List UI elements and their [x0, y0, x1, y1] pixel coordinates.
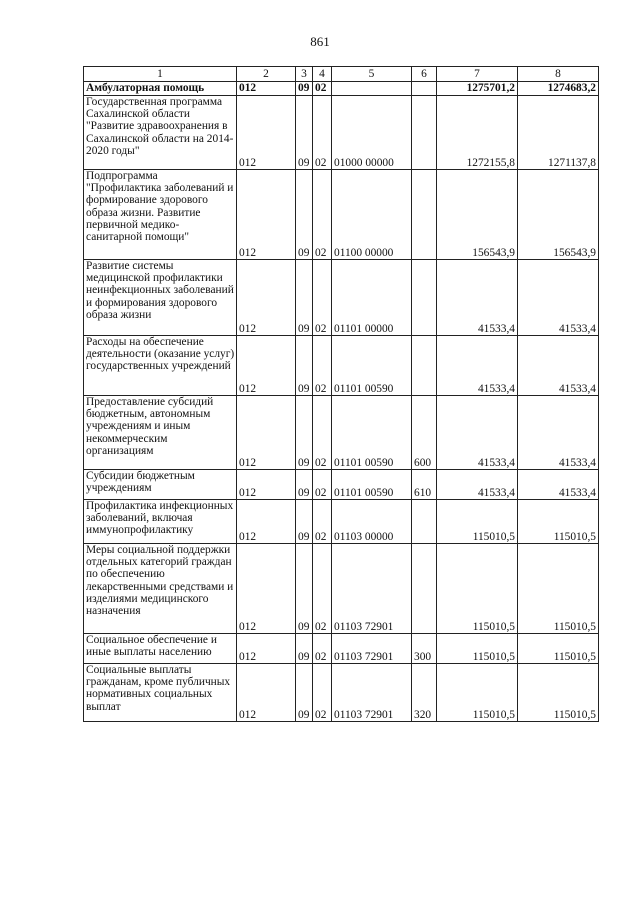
- amount-col8-cell: 41533,4: [518, 396, 599, 470]
- expense-type-cell: 320: [412, 664, 437, 722]
- amount-col8-cell: 41533,4: [518, 336, 599, 396]
- section-code-cell: 09: [296, 664, 313, 722]
- column-header: 7: [437, 67, 518, 82]
- amount-col8-cell: 115010,5: [518, 664, 599, 722]
- amount-col7-cell: 115010,5: [437, 664, 518, 722]
- target-article-cell: 01103 00000: [332, 500, 412, 544]
- expense-type-cell: [412, 544, 437, 634]
- table-row: [84, 336, 599, 396]
- expense-type-cell: [412, 82, 437, 96]
- amount-col8-cell: 41533,4: [518, 260, 599, 336]
- table-row: [84, 664, 599, 722]
- expense-type-cell: 300: [412, 634, 437, 664]
- subsection-code-cell: 02: [313, 634, 332, 664]
- amount-col8-cell: 115010,5: [518, 544, 599, 634]
- subsection-code-cell: 02: [313, 96, 332, 170]
- column-header: 8: [518, 67, 599, 82]
- table-row: [84, 470, 599, 500]
- amount-col7-cell: 1275701,2: [437, 82, 518, 96]
- section-code-cell: 09: [296, 170, 313, 260]
- row-name-cell: Профилактика инфекционных заболеваний, включая иммунопрофилактику: [84, 500, 237, 544]
- target-article-cell: 01101 00590: [332, 470, 412, 500]
- ministry-code-cell: 012: [237, 544, 296, 634]
- table-row: [84, 396, 599, 470]
- section-code-cell: 09: [296, 96, 313, 170]
- target-article-cell: 01103 72901: [332, 544, 412, 634]
- expense-type-cell: [412, 260, 437, 336]
- table-row: [84, 170, 599, 260]
- ministry-code-cell: 012: [237, 396, 296, 470]
- subsection-code-cell: 02: [313, 664, 332, 722]
- ministry-code-cell: 012: [237, 336, 296, 396]
- subsection-code-cell: 02: [313, 544, 332, 634]
- expense-type-cell: 600: [412, 396, 437, 470]
- table-row: [84, 634, 599, 664]
- subsection-code-cell: 02: [313, 260, 332, 336]
- ministry-code-cell: 012: [237, 664, 296, 722]
- row-name-cell: Расходы на обеспечение деятельности (оказание услуг) государственных учреждений: [84, 336, 237, 396]
- row-name-cell: Государственная программа Сахалинской области "Развитие здравоохранения в Сахалинской области на 2014-2020 годы": [84, 96, 237, 170]
- section-code-cell: 09: [296, 82, 313, 96]
- table-row: [84, 260, 599, 336]
- amount-col7-cell: 115010,5: [437, 634, 518, 664]
- ministry-code-cell: 012: [237, 634, 296, 664]
- amount-col7-cell: 1272155,8: [437, 96, 518, 170]
- target-article-cell: 01101 00000: [332, 260, 412, 336]
- column-header: 6: [412, 67, 437, 82]
- table-row: [84, 544, 599, 634]
- target-article-cell: 01101 00590: [332, 396, 412, 470]
- expense-type-cell: [412, 336, 437, 396]
- amount-col7-cell: 41533,4: [437, 396, 518, 470]
- amount-col7-cell: 41533,4: [437, 336, 518, 396]
- expense-type-cell: [412, 500, 437, 544]
- row-name-cell: Социальные выплаты гражданам, кроме публичных нормативных социальных выплат: [84, 664, 237, 722]
- section-code-cell: 09: [296, 336, 313, 396]
- ministry-code-cell: 012: [237, 260, 296, 336]
- amount-col8-cell: 1274683,2: [518, 82, 599, 96]
- target-article-cell: [332, 82, 412, 96]
- section-code-cell: 09: [296, 634, 313, 664]
- subsection-code-cell: 02: [313, 396, 332, 470]
- subsection-code-cell: 02: [313, 500, 332, 544]
- subsection-code-cell: 02: [313, 170, 332, 260]
- subsection-code-cell: 02: [313, 82, 332, 96]
- amount-col8-cell: 1271137,8: [518, 96, 599, 170]
- column-header: 4: [313, 67, 332, 82]
- expense-type-cell: [412, 170, 437, 260]
- amount-col7-cell: 41533,4: [437, 260, 518, 336]
- amount-col7-cell: 41533,4: [437, 470, 518, 500]
- ministry-code-cell: 012: [237, 170, 296, 260]
- amount-col7-cell: 156543,9: [437, 170, 518, 260]
- row-name-cell: Меры социальной поддержки отдельных категорий граждан по обеспечению лекарственными средствами и изделиями медицинского назначения: [84, 544, 237, 634]
- amount-col8-cell: 115010,5: [518, 634, 599, 664]
- amount-col7-cell: 115010,5: [437, 544, 518, 634]
- subsection-code-cell: 02: [313, 470, 332, 500]
- row-name-cell: Развитие системы медицинской профилактики неинфекционных заболеваний и формирования здорового образа жизни: [84, 260, 237, 336]
- row-name-cell: Подпрограмма "Профилактика заболеваний и формирование здорового образа жизни. Развитие первичной медико-санитарной помощи": [84, 170, 237, 260]
- section-code-cell: 09: [296, 260, 313, 336]
- ministry-code-cell: 012: [237, 96, 296, 170]
- section-code-cell: 09: [296, 500, 313, 544]
- row-name-cell: Субсидии бюджетным учреждениям: [84, 470, 237, 500]
- expense-type-cell: 610: [412, 470, 437, 500]
- ministry-code-cell: 012: [237, 470, 296, 500]
- amount-col7-cell: 115010,5: [437, 500, 518, 544]
- ministry-code-cell: 012: [237, 500, 296, 544]
- amount-col8-cell: 115010,5: [518, 500, 599, 544]
- section-code-cell: 09: [296, 544, 313, 634]
- column-header: 2: [237, 67, 296, 82]
- section-code-cell: 09: [296, 470, 313, 500]
- table-row: [84, 500, 599, 544]
- target-article-cell: 01100 00000: [332, 170, 412, 260]
- subsection-code-cell: 02: [313, 336, 332, 396]
- expense-type-cell: [412, 96, 437, 170]
- target-article-cell: 01103 72901: [332, 664, 412, 722]
- target-article-cell: 01103 72901: [332, 634, 412, 664]
- column-header: 5: [332, 67, 412, 82]
- column-header: 3: [296, 67, 313, 82]
- page-number: 861: [310, 34, 330, 49]
- ministry-code-cell: 012: [237, 82, 296, 96]
- table-header-row: [84, 67, 599, 82]
- row-name-cell: Предоставление субсидий бюджетным, автономным учреждениям и иным некоммерческим организациям: [84, 396, 237, 470]
- amount-col8-cell: 41533,4: [518, 470, 599, 500]
- target-article-cell: 01000 00000: [332, 96, 412, 170]
- row-name-cell: Амбулаторная помощь: [84, 82, 237, 96]
- table-row: [84, 96, 599, 170]
- budget-table: [83, 66, 599, 722]
- column-header: 1: [84, 67, 237, 82]
- section-code-cell: 09: [296, 396, 313, 470]
- table-row: [84, 82, 599, 96]
- target-article-cell: 01101 00590: [332, 336, 412, 396]
- amount-col8-cell: 156543,9: [518, 170, 599, 260]
- row-name-cell: Социальное обеспечение и иные выплаты населению: [84, 634, 237, 664]
